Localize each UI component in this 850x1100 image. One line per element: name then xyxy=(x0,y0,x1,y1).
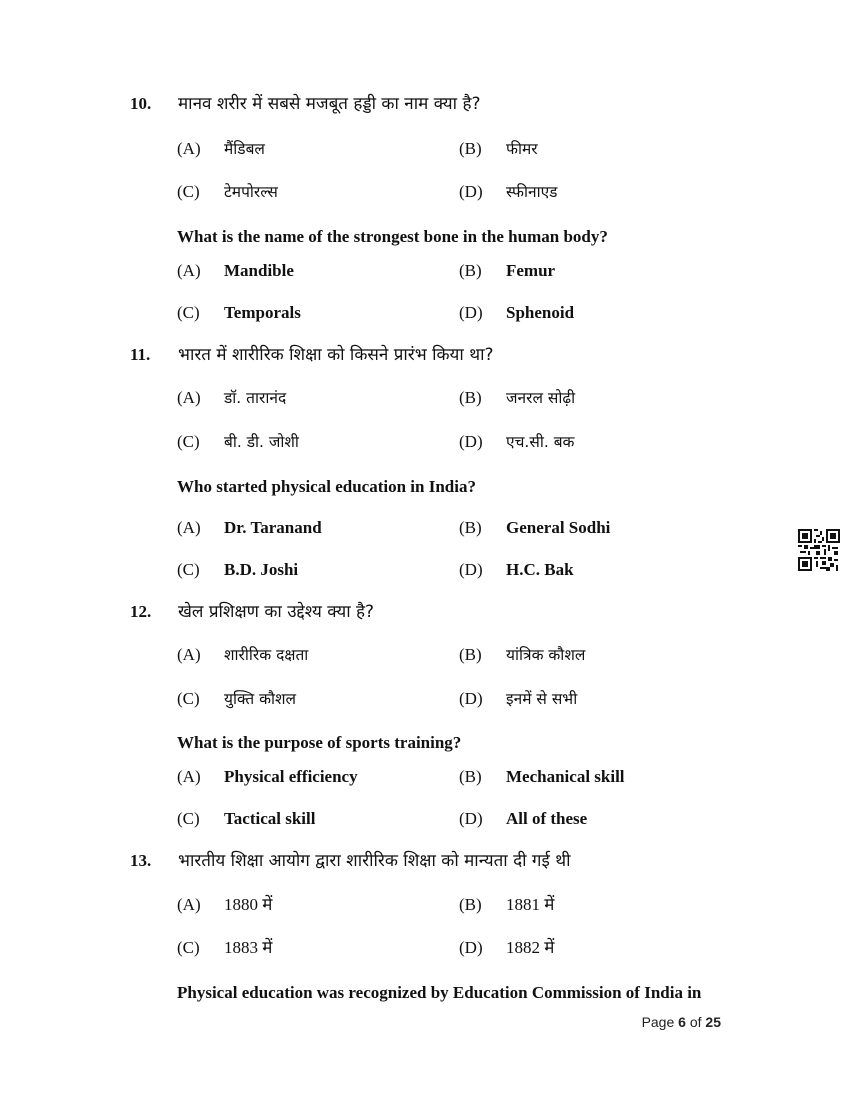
option-d-hindi: (D) 1882 में xyxy=(459,938,555,957)
option-b-english: (B) Mechanical skill xyxy=(459,767,625,786)
option-c-english: (C) Temporals xyxy=(177,303,301,322)
question-11 xyxy=(130,343,750,367)
question-text-english: Physical education was recognized by Education Commission of India in xyxy=(177,983,702,1002)
option-a-english: (A) Dr. Taranand xyxy=(177,518,322,537)
option-a-english: (A) Mandible xyxy=(177,261,294,280)
question-number: 11. xyxy=(130,345,151,364)
option-a-hindi: (A) मैंडिबल xyxy=(177,139,265,158)
option-b-hindi: (B) यांत्रिक कौशल xyxy=(459,645,586,664)
question-text-hindi: खेल प्रशिक्षण का उद्देश्य क्या है? xyxy=(178,602,375,622)
option-b-hindi: (B) 1881 में xyxy=(459,895,555,914)
option-d-english: (D) Sphenoid xyxy=(459,303,575,322)
option-d-hindi: (D) स्फीनाएड xyxy=(459,182,558,201)
option-c-hindi: (C) 1883 में xyxy=(177,938,273,957)
option-b-english: (B) Femur xyxy=(459,261,556,280)
option-c-hindi: (C) युक्ति कौशल xyxy=(177,689,297,708)
option-d-hindi: (D) एच.सी. बक xyxy=(459,432,575,451)
option-d-hindi: (D) इनमें से सभी xyxy=(459,689,578,708)
option-c-english: (C) B.D. Joshi xyxy=(177,560,299,579)
question-text-english: What is the name of the strongest bone in the human body? xyxy=(177,227,608,246)
option-a-hindi: (A) डॉ. तारानंद xyxy=(177,388,287,407)
question-number: 10. xyxy=(130,94,152,113)
qr-code-icon xyxy=(798,529,840,571)
current-page: 6 xyxy=(678,1014,686,1030)
page-number: Page 6 of 25 xyxy=(641,1014,721,1030)
option-b-hindi: (B) जनरल सोढ़ी xyxy=(459,388,576,407)
option-d-english: (D) All of these xyxy=(459,809,588,828)
question-number: 12. xyxy=(130,602,152,621)
question-12 xyxy=(130,600,750,624)
total-pages: 25 xyxy=(705,1014,721,1030)
question-text-hindi: भारत में शारीरिक शिक्षा को किसने प्रारंभ किया था? xyxy=(178,345,494,365)
option-a-hindi: (A) 1880 में xyxy=(177,895,273,914)
option-d-english: (D) H.C. Bak xyxy=(459,560,574,579)
option-a-english: (A) Physical efficiency xyxy=(177,767,358,786)
question-text-hindi: मानव शरीर में सबसे मजबूत हड्डी का नाम क्या है? xyxy=(178,94,481,114)
option-c-english: (C) Tactical skill xyxy=(177,809,316,828)
question-13 xyxy=(130,849,750,873)
question-text-english: Who started physical education in India? xyxy=(177,477,476,496)
option-c-hindi: (C) बी. डी. जोशी xyxy=(177,432,299,451)
option-c-hindi: (C) टेमपोरल्स xyxy=(177,182,278,201)
option-a-hindi: (A) शारीरिक दक्षता xyxy=(177,645,309,664)
option-b-english: (B) General Sodhi xyxy=(459,518,611,537)
question-text-hindi: भारतीय शिक्षा आयोग द्वारा शारीरिक शिक्षा को मान्यता दी गई थी xyxy=(178,851,571,871)
option-b-hindi: (B) फीमर xyxy=(459,139,538,158)
question-number: 13. xyxy=(130,851,152,870)
question-10 xyxy=(130,92,750,116)
question-text-english: What is the purpose of sports training? xyxy=(177,733,462,752)
